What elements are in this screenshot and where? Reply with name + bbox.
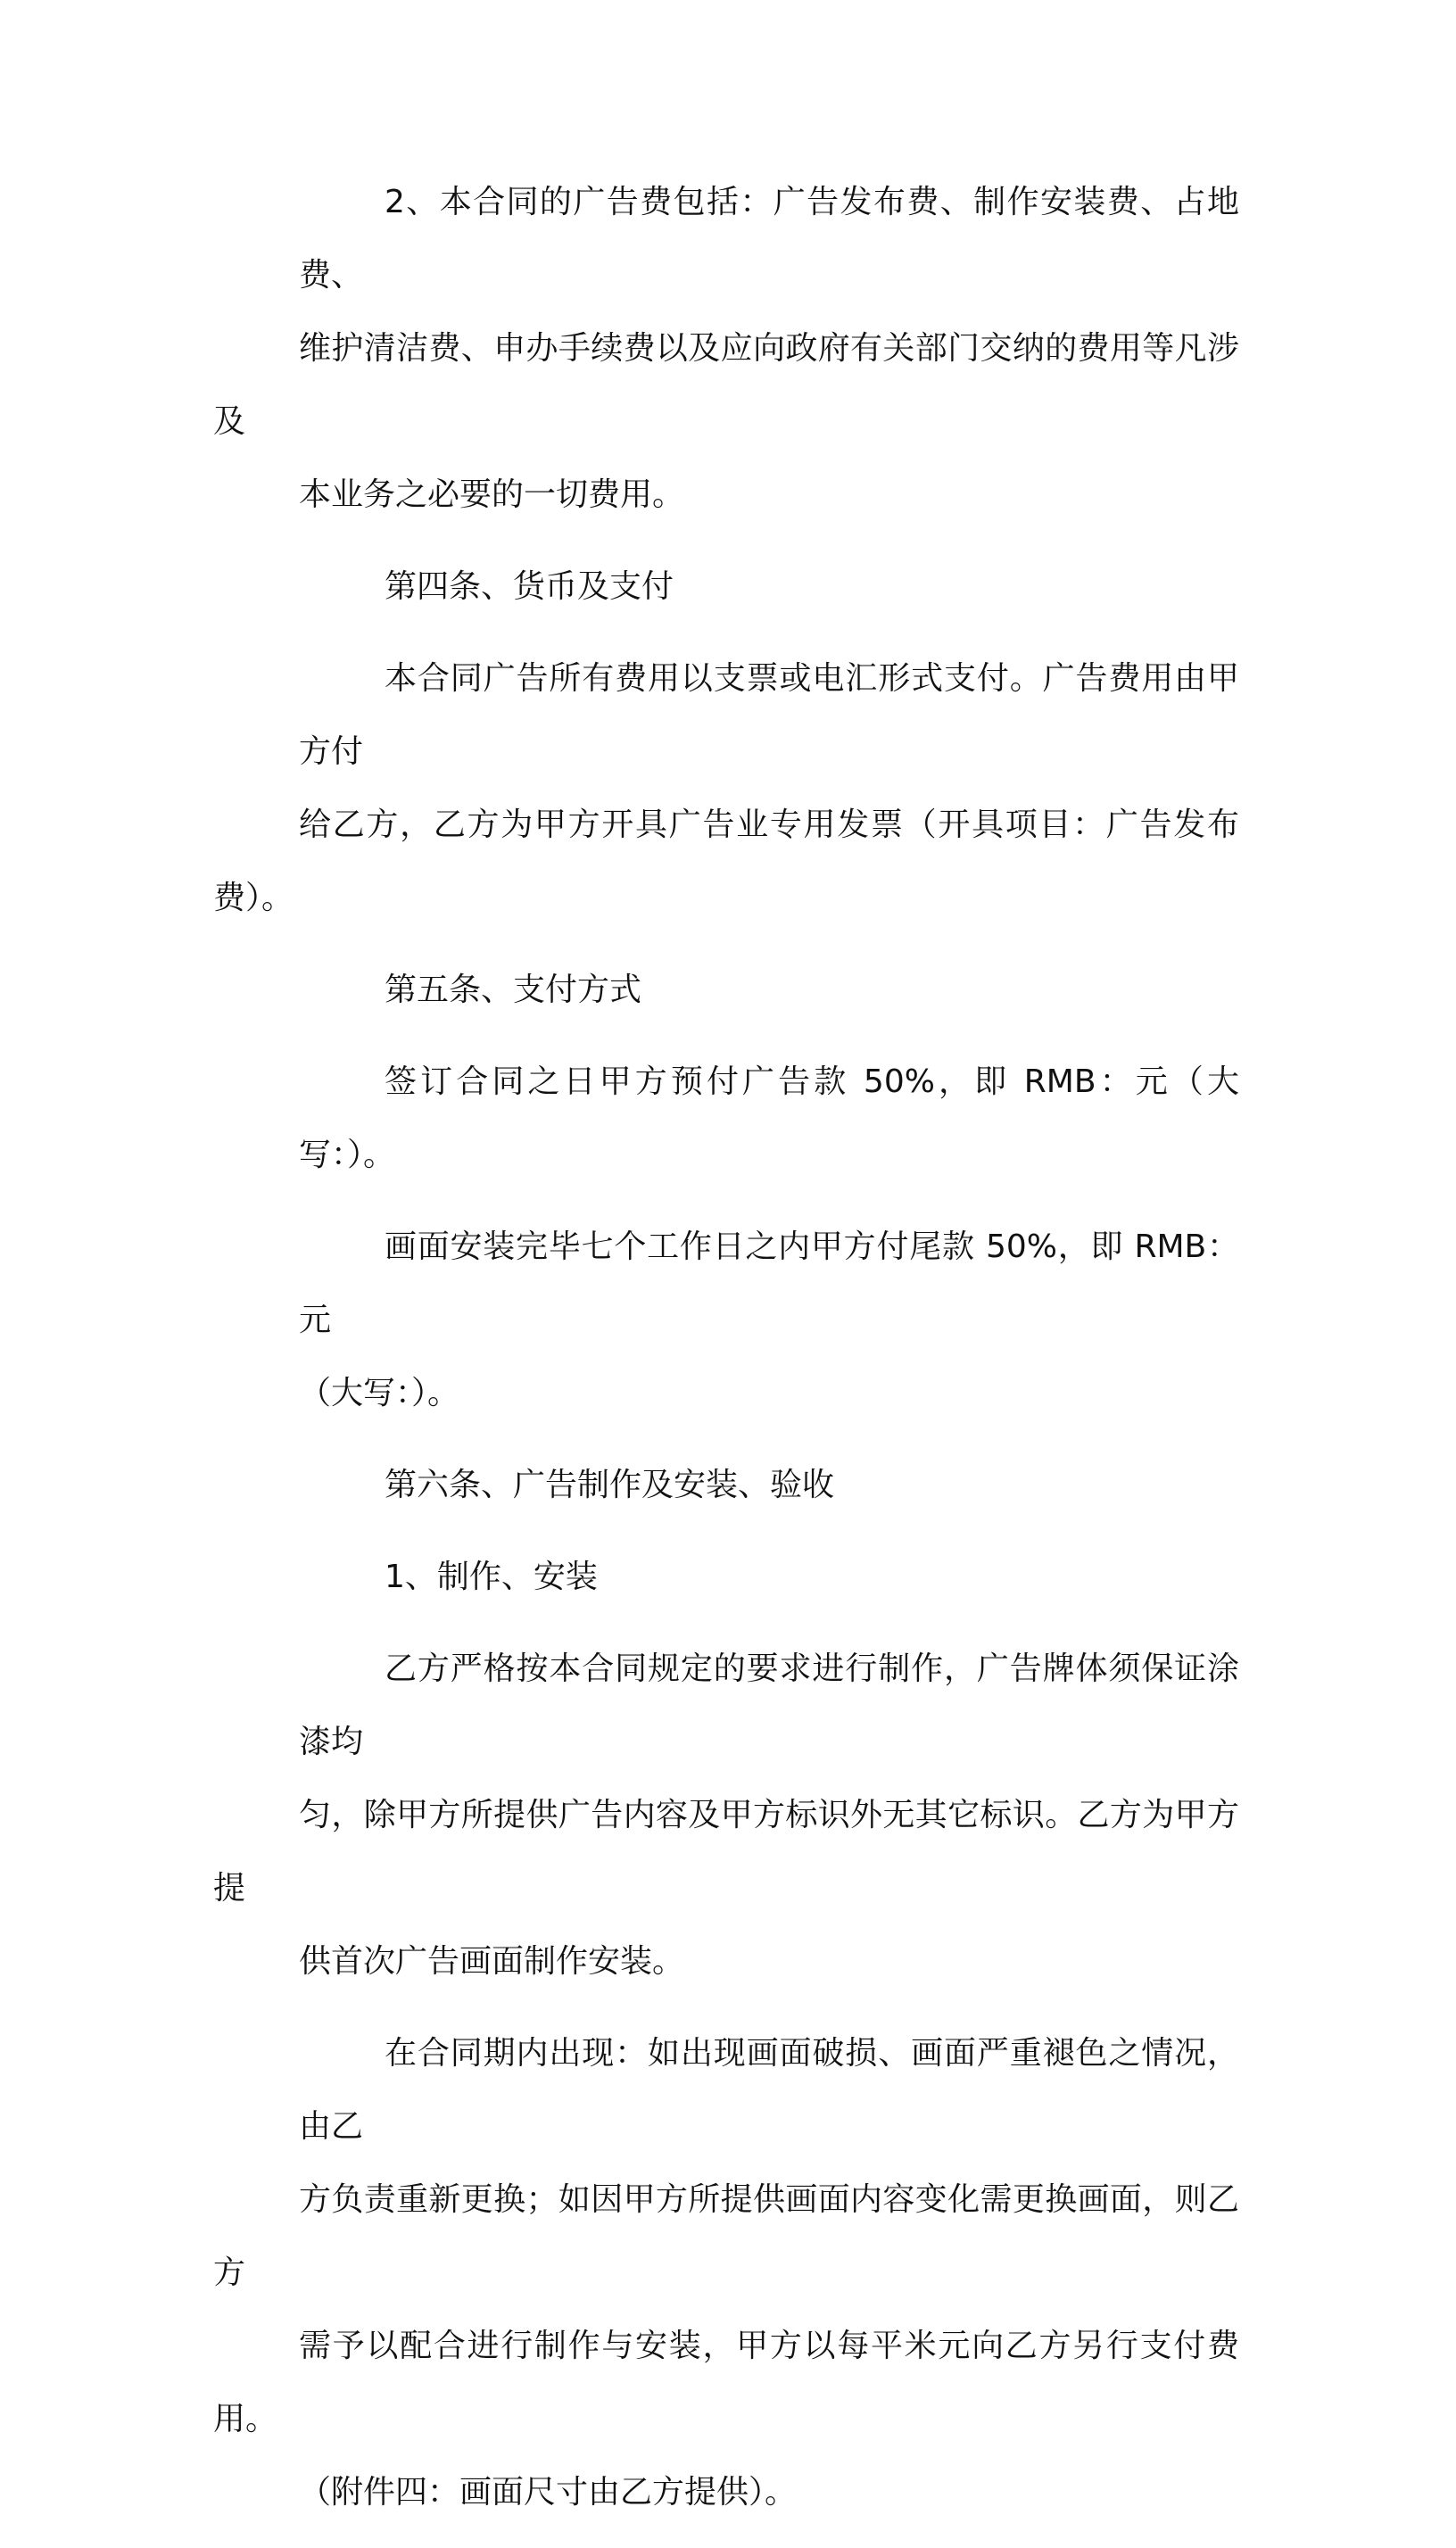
text-line: 乙方严格按本合同规定的要求进行制作，广告牌体须保证涂漆均: [299, 1650, 1239, 1760]
article-6-heading: [213, 1449, 1239, 1522]
subsection-1-heading: [213, 1541, 1239, 1614]
text-line: 方负责重新更换；如因甲方所提供画面内容变化需更换画面，则乙方: [213, 2181, 1239, 2291]
article-4-body: [213, 642, 1239, 935]
final-payment-clause: [213, 1211, 1239, 1430]
text-line: 画面安装完毕七个工作日之内甲方付尾款 50%，即 RMB：元: [299, 1228, 1239, 1338]
contract-text: [213, 166, 1239, 2548]
section-heading: 第六条、广告制作及安装、验收: [385, 1467, 835, 1503]
replacement-clause: [213, 2017, 1239, 2529]
text-line: 维护清洁费、申办手续费以及应向政府有关部门交纳的费用等凡涉及: [213, 330, 1239, 440]
section-heading: 1、制作、安装: [385, 1559, 598, 1595]
text-line: 签订合同之日甲方预付广告款 50%，即 RMB：元（大写：）。: [299, 1063, 1239, 1173]
text-line: 供首次广告画面制作安装。: [299, 1943, 685, 1980]
section-heading: 第五条、支付方式: [385, 972, 642, 1008]
production-requirements: [213, 1633, 1239, 1998]
text-line: 本合同广告所有费用以支票或电汇形式支付。广告费用由甲方付: [299, 660, 1239, 770]
prepayment-clause: [213, 1046, 1239, 1192]
article-5-heading: [213, 954, 1239, 1027]
text-line: 匀，除甲方所提供广告内容及甲方标识外无其它标识。乙方为甲方提: [213, 1797, 1239, 1907]
text-line: 给乙方，乙方为甲方开具广告业专用发票（开具项目：广告发布费）。: [213, 807, 1239, 916]
section-heading: 第四条、货币及支付: [385, 568, 674, 605]
text-line: （大写：）。: [299, 1375, 460, 1411]
article-4-heading: [213, 550, 1239, 624]
text-line: 2、本合同的广告费包括：广告发布费、制作安装费、占地费、: [299, 184, 1239, 294]
clause-2-ad-fees: [213, 166, 1239, 532]
text-line: 在合同期内出现：如出现画面破损、画面严重褪色之情况，由乙: [299, 2035, 1239, 2145]
text-line: 需予以配合进行制作与安装，甲方以每平米元向乙方另行支付费用。: [213, 2328, 1239, 2437]
text-line: （附件四：画面尺寸由乙方提供）。: [299, 2474, 798, 2511]
text-line: 本业务之必要的一切费用。: [299, 476, 685, 513]
